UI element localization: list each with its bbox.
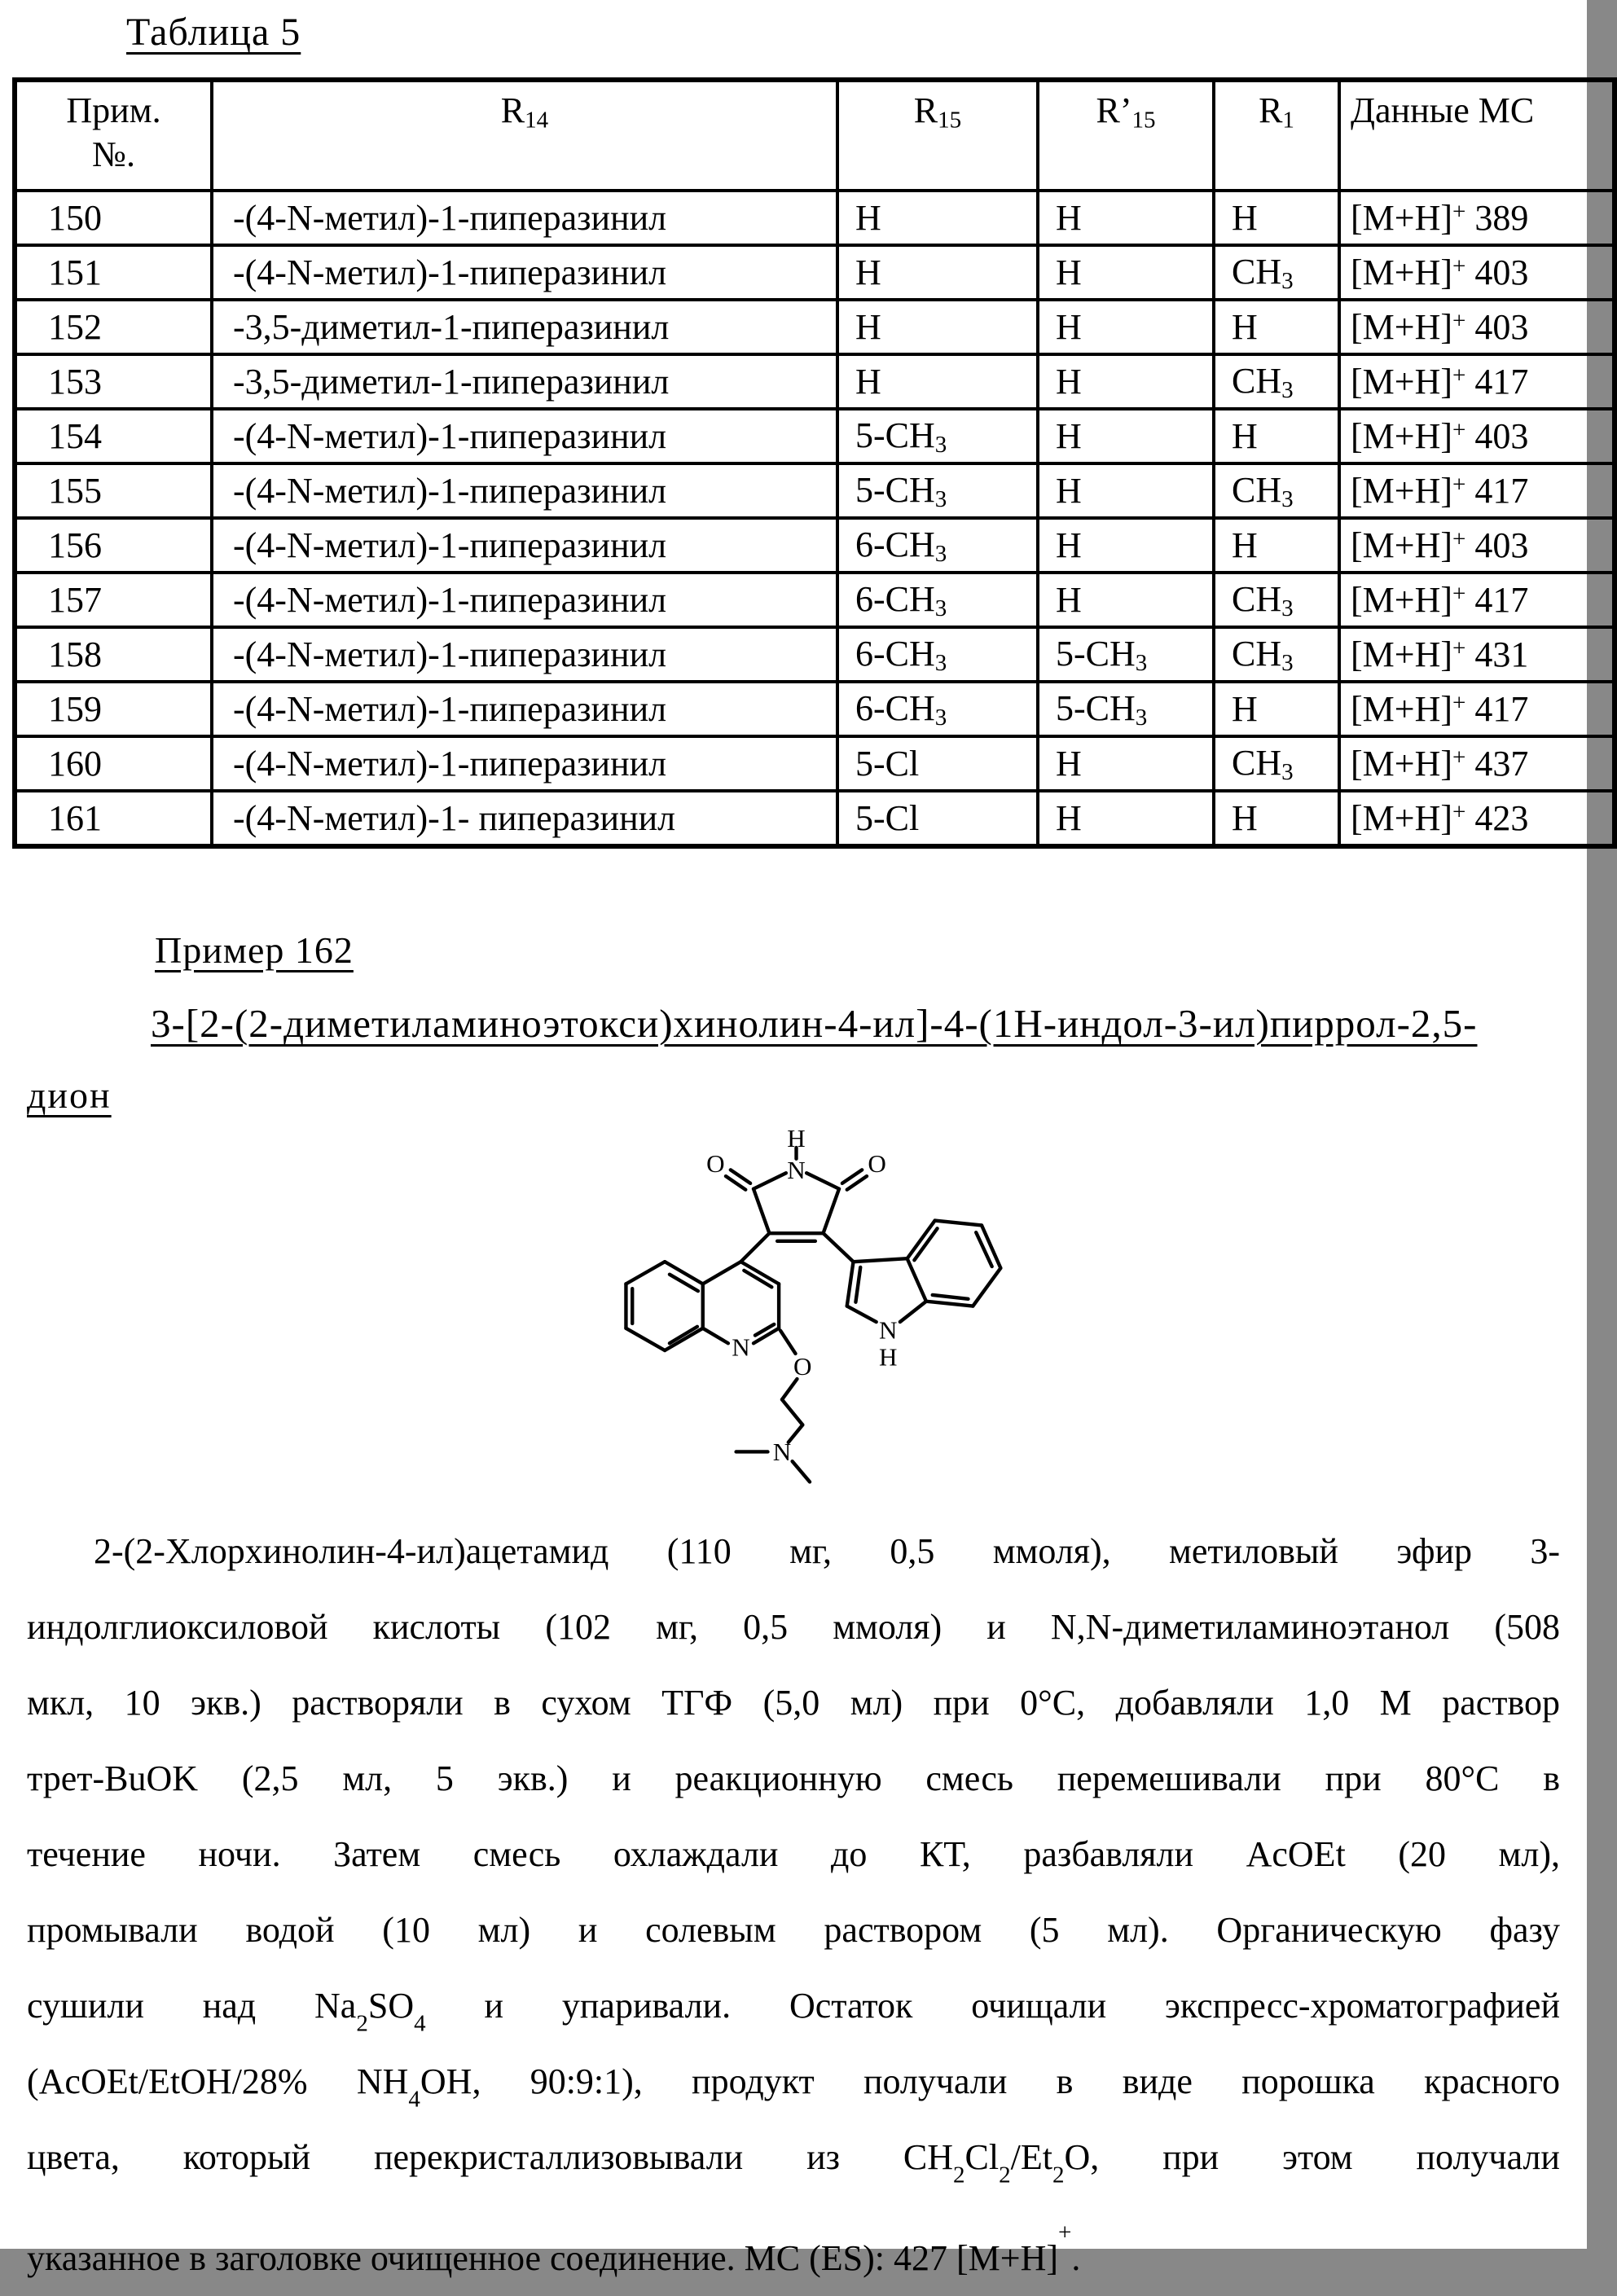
table-row: [15, 682, 1615, 736]
table-row: [15, 463, 1615, 518]
col-header-r14: $R_{14}$: [212, 80, 837, 191]
table-cell-no: 156: [15, 518, 212, 573]
table-row: [15, 191, 1615, 245]
table-cell-ms: [M+H]+ 417: [1339, 463, 1615, 518]
procedure-paragraph: [27, 1513, 1561, 2279]
table-cell-r15: 5-Cl: [837, 791, 1038, 846]
compound-table-head: [15, 80, 1615, 191]
table-cell-r14: -(4-N-метил)-1-пиперазинил: [212, 736, 837, 791]
example-heading: Пример 162: [155, 929, 354, 971]
table-cell-r15p: H: [1038, 791, 1214, 846]
table-cell-r15p: $5-CH_3$: [1038, 627, 1214, 682]
table-cell-r15: $6-CH_3$: [837, 627, 1038, 682]
table-cell-r1: H: [1214, 300, 1339, 354]
table-cell-ms: [M+H]+ 403: [1339, 300, 1615, 354]
table-cell-r1: $CH_3$: [1214, 245, 1339, 300]
indole-nh-hydrogen-label: H: [879, 1342, 898, 1372]
table-cell-no: 155: [15, 463, 212, 518]
left-carbonyl-oxygen-label: O: [706, 1149, 725, 1179]
table-cell-no: 152: [15, 300, 212, 354]
table-cell-no: 151: [15, 245, 212, 300]
table-cell-r15p: H: [1038, 191, 1214, 245]
table-cell-no: 160: [15, 736, 212, 791]
table-cell-r15p: H: [1038, 300, 1214, 354]
table-cell-r15p: H: [1038, 573, 1214, 627]
table-row: [15, 354, 1615, 409]
table-cell-r14: -(4-N-метил)-1-пиперазинил: [212, 463, 837, 518]
table-cell-r14: -(4-N-метил)-1-пиперазинил: [212, 627, 837, 682]
table-cell-r1: $CH_3$: [1214, 736, 1339, 791]
paragraph-line: 2-(2-Хлорхинолин-4-ил)ацетамид (110 мг, 0,5 ммоля), метиловый эфир 3-: [94, 1531, 1560, 1571]
compound-table-body: [15, 191, 1615, 846]
quinoline-nitrogen-label: N: [732, 1332, 750, 1362]
table-cell-ms: [M+H]+ 417: [1339, 682, 1615, 736]
table-cell-r15p: H: [1038, 463, 1214, 518]
table-cell-r1: H: [1214, 191, 1339, 245]
table-cell-no: 161: [15, 791, 212, 846]
paragraph-line: индолглиоксиловой кислоты (102 мг, 0,5 ммоля) и N,N-диметиламиноэтанол (508: [27, 1607, 1560, 1647]
table-cell-ms: [M+H]+ 403: [1339, 245, 1615, 300]
table-cell-r14: -(4-N-метил)-1-пиперазинил: [212, 191, 837, 245]
table-cell-ms: [M+H]+ 417: [1339, 354, 1615, 409]
header-row: [15, 80, 1615, 191]
col-header-example-no: Прим. №.: [15, 80, 212, 191]
col-header-r15: $R_{15}$: [837, 80, 1038, 191]
table-cell-r15: $6-CH_3$: [837, 682, 1038, 736]
imide-nitrogen-label: N: [787, 1155, 806, 1184]
table-cell-r15p: $5-CH_3$: [1038, 682, 1214, 736]
compound-name-line1: 3-[2-(2-диметиламиноэтокси)хинолин-4-ил]-4-(1Н-индол-3-ил)пиррол-2,5-: [151, 1001, 1478, 1046]
table-row: [15, 245, 1615, 300]
chemical-structure-figure: [574, 1122, 1018, 1495]
paragraph-line: указанное в заголовке очищенное соединение. МС (ES): 427 [M+H]+.: [27, 2219, 1081, 2279]
table-cell-r14: -(4-N-метил)-1-пиперазинил: [212, 682, 837, 736]
table-cell-r15p: H: [1038, 518, 1214, 573]
table-cell-r1: $CH_3$: [1214, 463, 1339, 518]
table-cell-r15p: H: [1038, 354, 1214, 409]
table-cell-r15p: H: [1038, 409, 1214, 463]
table-cell-ms: [M+H]+ 423: [1339, 791, 1615, 846]
paragraph-line: трет-BuOK (2,5 мл, 5 экв.) и реакционную смесь перемешивали при 80°С в: [27, 1758, 1560, 1798]
paragraph-line: мкл, 10 экв.) растворяли в сухом ТГФ (5,0 мл) при 0°С, добавляли 1,0 М раствор: [27, 1683, 1560, 1723]
compound-table-wrap: [12, 77, 1617, 849]
imide-nh-hydrogen-label: H: [787, 1123, 806, 1152]
table-cell-r14: -3,5-диметил-1-пиперазинил: [212, 354, 837, 409]
table-cell-r14: -(4-N-метил)-1-пиперазинил: [212, 245, 837, 300]
table-cell-r15p: H: [1038, 245, 1214, 300]
table-cell-r15p: H: [1038, 736, 1214, 791]
table-cell-no: 159: [15, 682, 212, 736]
table-cell-no: 153: [15, 354, 212, 409]
col-header-r15-prime: $R’_{15}$: [1038, 80, 1214, 191]
table-cell-r1: $CH_3$: [1214, 354, 1339, 409]
table-cell-ms: [M+H]+ 403: [1339, 409, 1615, 463]
table-cell-r14: -(4-N-метил)-1-пиперазинил: [212, 573, 837, 627]
ether-oxygen-label: O: [793, 1351, 812, 1381]
table-row: [15, 791, 1615, 846]
table-row: [15, 300, 1615, 354]
table-cell-r15: H: [837, 354, 1038, 409]
chemical-structure-drawing: [574, 1122, 1018, 1495]
table-cell-r15: $5-CH_3$: [837, 409, 1038, 463]
table-cell-ms: [M+H]+ 417: [1339, 573, 1615, 627]
paragraph-line: (AcOEt/EtOH/28% $NH_4OH$, 90:9:1), продукт получали в виде порошка красного: [27, 2061, 1561, 2113]
compound-table: [12, 77, 1617, 849]
table-cell-r15: H: [837, 300, 1038, 354]
right-carbonyl-oxygen-label: O: [868, 1149, 886, 1179]
table-cell-r14: -(4-N-метил)-1-пиперазинил: [212, 409, 837, 463]
paragraph-line: цвета, который перекристаллизовывали из $CH_2Cl_2/Et_2O$, при этом получали: [27, 2137, 1560, 2188]
table-cell-no: 154: [15, 409, 212, 463]
table-cell-ms: [M+H]+ 389: [1339, 191, 1615, 245]
table-cell-ms: [M+H]+ 431: [1339, 627, 1615, 682]
table-cell-ms: [M+H]+ 437: [1339, 736, 1615, 791]
table-row: [15, 518, 1615, 573]
table-cell-r14: -(4-N-метил)-1- пиперазинил: [212, 791, 837, 846]
table-cell-r15: H: [837, 245, 1038, 300]
table-cell-no: 158: [15, 627, 212, 682]
table-cell-no: 157: [15, 573, 212, 627]
indole-nitrogen-label: N: [879, 1315, 898, 1345]
paragraph-line: сушили над $Na_2SO_4$ и упаривали. Остаток очищали экспресс-хроматографией: [27, 1986, 1560, 2037]
table-cell-r1: H: [1214, 409, 1339, 463]
table-cell-r1: $CH_3$: [1214, 573, 1339, 627]
table-cell-r14: -(4-N-метил)-1-пиперазинил: [212, 518, 837, 573]
table-cell-r1: H: [1214, 791, 1339, 846]
table-cell-no: 150: [15, 191, 212, 245]
paragraph-line: течение ночи. Затем смесь охлаждали до КТ, разбавляли AcOEt (20 мл),: [27, 1834, 1560, 1874]
compound-name-line2: дион: [27, 1074, 112, 1116]
table-row: [15, 573, 1615, 627]
table-cell-r1: $CH_3$: [1214, 627, 1339, 682]
table-title: Таблица 5: [126, 11, 301, 54]
col-header-ms-data: Данные МС: [1339, 80, 1615, 191]
table-cell-r15: $6-CH_3$: [837, 573, 1038, 627]
table-cell-r15: 5-Cl: [837, 736, 1038, 791]
table-cell-r15: $6-CH_3$: [837, 518, 1038, 573]
table-row: [15, 409, 1615, 463]
amine-nitrogen-label: N: [772, 1437, 792, 1466]
table-cell-ms: [M+H]+ 403: [1339, 518, 1615, 573]
paragraph-line: промывали водой (10 мл) и солевым раствором (5 мл). Органическую фазу: [27, 1910, 1560, 1950]
table-cell-r1: H: [1214, 518, 1339, 573]
table-cell-r1: H: [1214, 682, 1339, 736]
table-row: [15, 627, 1615, 682]
table-cell-r15: H: [837, 191, 1038, 245]
table-cell-r14: -3,5-диметил-1-пиперазинил: [212, 300, 837, 354]
table-row: [15, 736, 1615, 791]
col-header-r1: $R_1$: [1214, 80, 1339, 191]
table-cell-r15: $5-CH_3$: [837, 463, 1038, 518]
